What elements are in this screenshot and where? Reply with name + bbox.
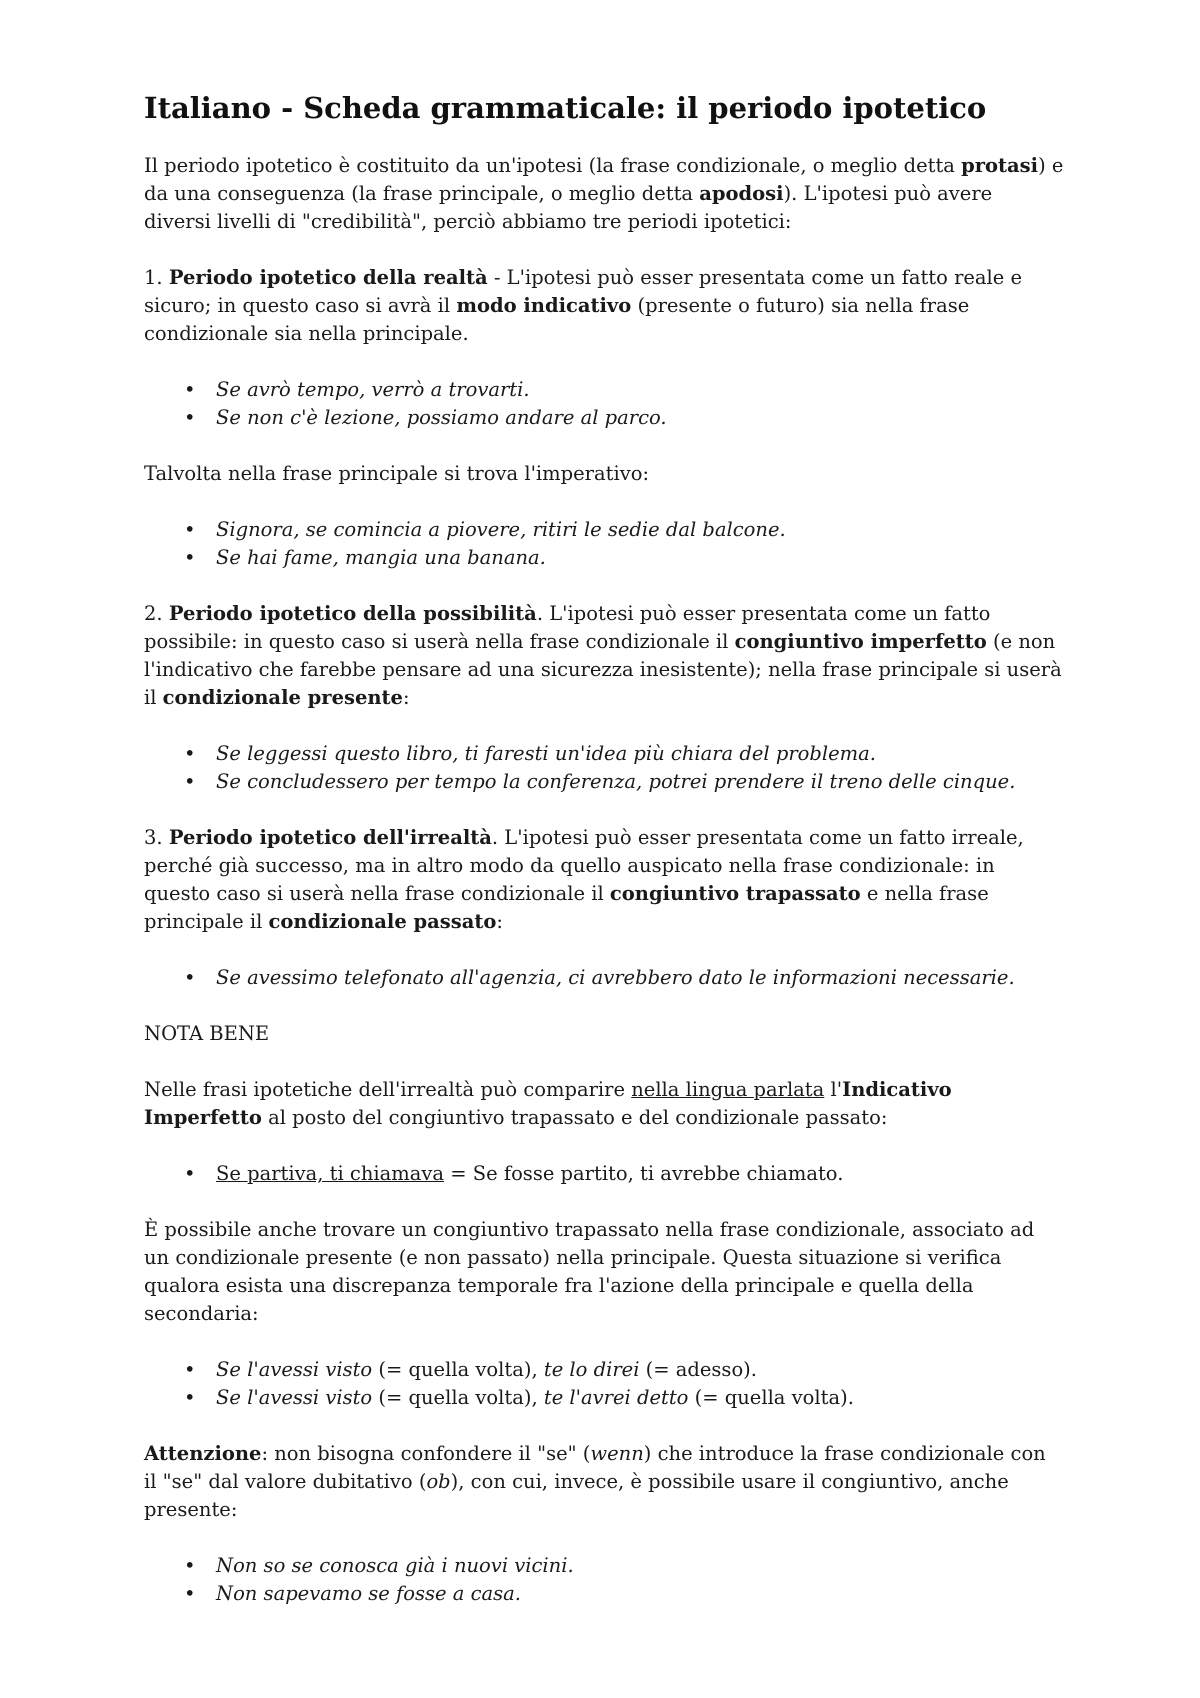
example-text: (= adesso). <box>639 1358 757 1381</box>
term-italic: ob <box>426 1470 451 1493</box>
nota-text: al posto del congiuntivo trapassato e del condizionale passato: <box>261 1106 888 1129</box>
attenzione-text: : non bisogna confondere il "se" ( <box>261 1442 591 1465</box>
intro-text: Il periodo ipotetico è costituito da un'ipotesi (la frase condizionale, o meglio detta <box>144 154 962 177</box>
term-apodosi: apodosi <box>699 182 784 205</box>
example-text: Non sapevamo se fosse a casa. <box>216 1582 521 1605</box>
examples-possibile <box>144 1356 1064 1412</box>
example-text: (= quella volta), <box>372 1386 544 1409</box>
example-italic: Se l'avessi visto <box>216 1386 373 1409</box>
examples-irrealta <box>144 964 1064 992</box>
section-heading: Periodo ipotetico della realtà <box>168 266 488 289</box>
nota-bene-heading: NOTA BENE <box>144 1022 270 1045</box>
list-item <box>216 768 1064 796</box>
term-bold: congiuntivo imperfetto <box>734 630 987 653</box>
term-bold: Attenzione <box>144 1442 262 1465</box>
section-text: (presente o futuro) sia nella frase condizionale sia nella principale. <box>144 294 970 345</box>
section-text: (e non l'indicativo che farebbe pensare ad una sicurezza inesistente); nella frase principale si userà il <box>144 630 1062 709</box>
examples-imperativo <box>144 516 1064 572</box>
nota-bene-paragraph <box>144 1076 1064 1132</box>
section-text: . L'ipotesi può esser presentata come un fatto irreale, perché già successo, ma in altro modo da quello auspicato nella frase condizionale: in questo caso si userà nella frase condizionale il <box>144 826 1024 905</box>
examples-possibilita <box>144 740 1064 796</box>
example-text: Se non c'è lezione, possiamo andare al parco. <box>216 406 667 429</box>
list-item <box>216 1384 1064 1412</box>
example-text: Se avessimo telefonato all'agenzia, ci avrebbero dato le informazioni necessarie. <box>216 966 1015 989</box>
section-realta <box>144 264 1064 348</box>
example-italic: te l'avrei detto <box>543 1386 689 1409</box>
list-item <box>216 964 1064 992</box>
term-italic: wenn <box>590 1442 644 1465</box>
example-italic: Se l'avessi visto <box>216 1358 373 1381</box>
intro-text: ). L'ipotesi può avere diversi livelli di "credibilità", perciò abbiamo tre periodi ipotetici: <box>144 182 993 233</box>
section-irrealta <box>144 824 1064 936</box>
section-number: 2. <box>144 602 169 625</box>
term-bold: Indicativo Imperfetto <box>144 1078 952 1129</box>
term-bold: condizionale passato <box>268 910 497 933</box>
attenzione-text: ), con cui, invece, è possibile usare il congiuntivo, anche presente: <box>144 1470 1009 1521</box>
example-text: (= quella volta), <box>372 1358 544 1381</box>
list-item <box>216 376 1064 404</box>
term-bold: modo indicativo <box>456 294 632 317</box>
underlined-text: nella lingua parlata <box>631 1078 825 1101</box>
example-text: Se hai fame, mangia una banana. <box>216 546 546 569</box>
page-title <box>144 90 1064 126</box>
section-possibilita <box>144 600 1064 712</box>
example-text: Signora, se comincia a piovere, ritiri le sedie dal balcone. <box>216 518 786 541</box>
list-item <box>216 404 1064 432</box>
list-item <box>216 1160 1064 1188</box>
section-text: : <box>496 910 503 933</box>
title-topic: il periodo ipotetico <box>676 91 987 125</box>
intro-paragraph <box>144 152 1064 236</box>
intro-text: ) e da una conseguenza (la frase principale, o meglio detta <box>144 154 1064 205</box>
document-page <box>144 78 1064 1636</box>
list-item <box>216 544 1064 572</box>
section-text: . L'ipotesi può esser presentata come un fatto possibile: in questo caso si userà nella frase condizionale il <box>144 602 991 653</box>
section-number: 1. <box>144 266 169 289</box>
term-bold: congiuntivo trapassato <box>609 882 861 905</box>
section-text: : <box>402 686 410 709</box>
examples-nota <box>144 1160 1064 1188</box>
example-text: (= quella volta). <box>688 1386 854 1409</box>
list-item <box>216 1356 1064 1384</box>
imperativo-note: Talvolta nella frase principale si trova l'imperativo: <box>144 462 650 485</box>
term-protasi: protasi <box>961 154 1039 177</box>
section-text: e nella frase principale il <box>144 882 989 933</box>
section-number: 3. <box>144 826 169 849</box>
list-item <box>216 1552 1064 1580</box>
examples-realta <box>144 376 1064 432</box>
example-text: Se avrò tempo, verrò a trovarti. <box>216 378 530 401</box>
attenzione-text: ) che introduce la frase condizionale con il "se" dal valore dubitativo ( <box>144 1442 1046 1493</box>
possibile-paragraph: È possibile anche trovare un congiuntivo trapassato nella frase condizionale, associato ad un condizionale presente (e non passato) nella principale. Questa situazione si verifica qualora esista una discrepanza temporale fra l'azione della principale e quella della secondaria: <box>144 1218 1035 1325</box>
nota-text: l' <box>824 1078 843 1101</box>
term-bold: condizionale presente <box>162 686 403 709</box>
section-text: - L'ipotesi può esser presentata come un fatto reale e sicuro; in questo caso si avrà il <box>144 266 1023 317</box>
list-item <box>216 516 1064 544</box>
example-text: Se leggessi questo libro, ti faresti un'idea più chiara del problema. <box>216 742 876 765</box>
example-italic: te lo direi <box>543 1358 640 1381</box>
section-heading: Periodo ipotetico dell'irrealtà <box>168 826 492 849</box>
section-heading: Periodo ipotetico della possibilità <box>168 602 537 625</box>
example-text: Non so se conosca già i nuovi vicini. <box>216 1554 574 1577</box>
example-text: = Se fosse partito, ti avrebbe chiamato. <box>444 1162 844 1185</box>
underlined-example: Se partiva, ti chiamava <box>216 1162 445 1185</box>
attenzione-paragraph <box>144 1440 1064 1524</box>
examples-attenzione <box>144 1552 1064 1608</box>
list-item <box>216 740 1064 768</box>
nota-text: Nelle frasi ipotetiche dell'irrealtà può comparire <box>144 1078 632 1101</box>
example-text: Se concludessero per tempo la conferenza, potrei prendere il treno delle cinque. <box>216 770 1016 793</box>
list-item <box>216 1580 1064 1608</box>
title-prefix: Italiano - Scheda grammaticale: <box>144 91 677 125</box>
